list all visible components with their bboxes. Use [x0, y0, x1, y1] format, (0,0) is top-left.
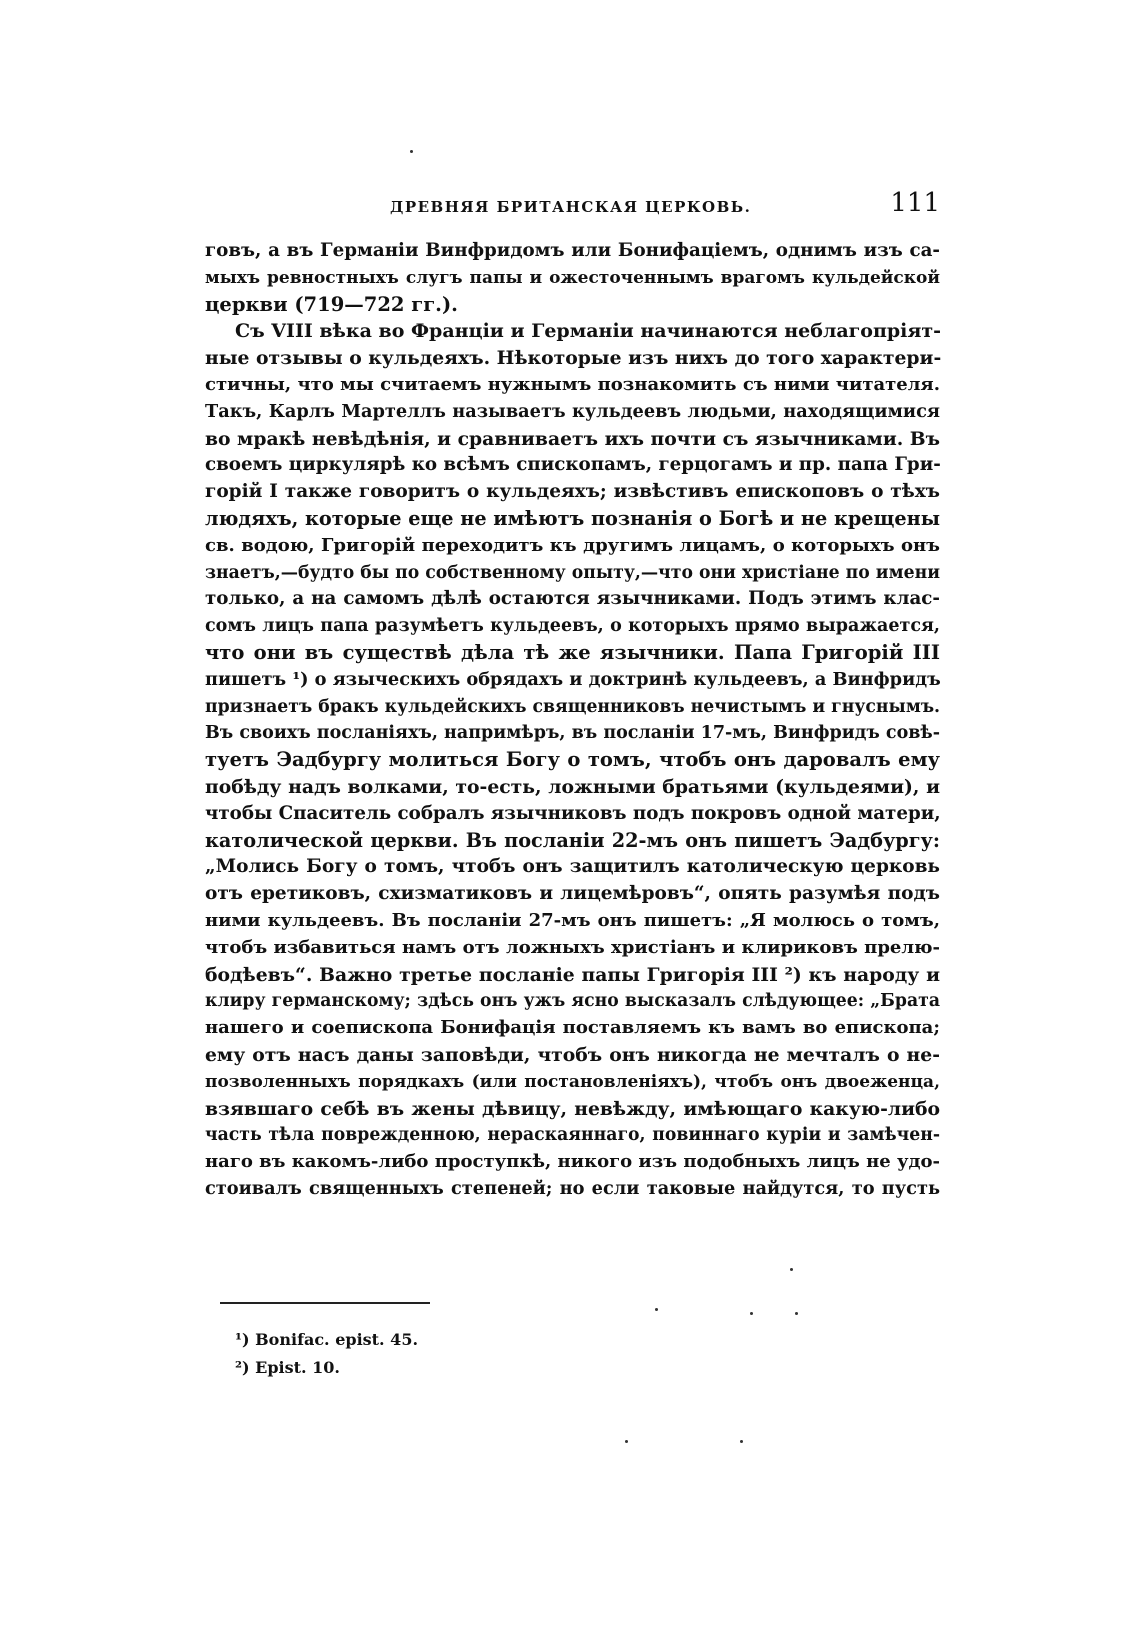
text-line: Такъ, Карлъ Мартеллъ называетъ кульдеевъ людьми, находящимися: [205, 400, 940, 422]
footnote-2: [235, 1354, 735, 1382]
scan-speck: [795, 1312, 798, 1315]
text-line: стоивалъ священныхъ степеней; но если таковые найдутся, то пусть: [205, 1177, 940, 1199]
text-line: побѣду надъ волками, то-есть, ложными братьями (кульдеями), и: [205, 775, 940, 798]
text-line: признаетъ бракъ кульдейскихъ священниковъ нечистымъ и гнуснымъ.: [205, 696, 941, 717]
text-line: Въ своихъ посланіяхъ, напримѣръ, въ посланіи 17-мъ, Винфридъ совѣ-: [205, 723, 940, 744]
text-line: ему отъ насъ даны заповѣди, чтобъ онъ никогда не мечталъ о не-: [205, 1043, 940, 1066]
text-line: своемъ циркулярѣ ко всѣмъ спископамъ, герцогамъ и пр. папа Гри-: [205, 454, 941, 476]
running-title: ДРЕВНЯЯ БРИТАНСКАЯ ЦЕРКОВЬ.: [390, 198, 752, 216]
text-line: позволенныхъ порядкахъ (или постановленіяхъ), чтобъ онъ двоеженца,: [205, 1071, 940, 1092]
text-line: мыхъ ревностныхъ слугъ папы и ожесточеннымъ врагомъ кульдейской: [205, 267, 940, 288]
text-line: св. водою, Григорій переходитъ къ другимъ лицамъ, о которыхъ онъ: [205, 534, 940, 556]
text-line: чтобы Спаситель собралъ язычниковъ подъ покровъ одной матери,: [205, 802, 941, 824]
text-line: во мракѣ невѣдѣнія, и сравниваетъ ихъ почти съ язычниками. Въ: [205, 427, 941, 450]
footnote-divider: [220, 1302, 430, 1304]
text-line: ные отзывы о кульдеяхъ. Нѣкоторые изъ нихъ до того характери-: [205, 347, 942, 370]
text-line: клиру германскому; здѣсь онъ ужъ ясно высказалъ слѣдующее: „Брата: [205, 991, 940, 1012]
text-line: нашего и соепископа Бонифація поставляемъ къ вамъ во епископа;: [205, 1017, 940, 1039]
scan-speck: [655, 1308, 658, 1311]
page-number: 111: [890, 188, 940, 218]
footnote-mark: ²): [235, 1358, 250, 1377]
text-line: отъ еретиковъ, схизматиковъ и лицемѣровъ“, опять разумѣя подъ: [205, 883, 940, 905]
scan-speck: [740, 1440, 743, 1443]
text-line: „Молись Богу о томъ, чтобъ онъ защитилъ католическую церковь: [205, 856, 940, 878]
body-text: [205, 238, 940, 1203]
text-line: сомъ лицъ папа разумѣетъ кульдеевъ, о которыхъ прямо выражается,: [205, 616, 940, 637]
footnotes: [235, 1326, 735, 1382]
text-line: наго въ какомъ-либо проступкѣ, никого изъ подобныхъ лицъ не удо-: [205, 1151, 940, 1173]
text-line: церкви (719—722 гг.).: [205, 292, 458, 316]
text-line: часть тѣла поврежденною, нераскаяннаго, повиннаго куріи и замѣчен-: [205, 1125, 940, 1146]
text-line: стичны, что мы считаемъ нужнымъ познакомить съ ними читателя.: [205, 373, 940, 395]
scan-speck: [790, 1268, 793, 1271]
scan-speck: [410, 150, 413, 153]
text-line: что они въ существѣ дѣла тѣ же язычники. Папа Григорій III: [205, 640, 940, 664]
text-line: туетъ Эадбургу молиться Богу о томъ, чтобъ онъ даровалъ ему: [205, 748, 940, 772]
text-line: знаетъ,—будто бы по собственному опыту,—что они христіане по имени: [205, 562, 940, 583]
text-line: взявшаго себѣ въ жены дѣвицу, невѣжду, имѣющаго какую-либо: [205, 1097, 940, 1120]
page-header: [205, 188, 940, 228]
text-line: людяхъ, которые еще не имѣютъ познанія о Богѣ и не крещены: [205, 506, 941, 530]
footnote-1: [235, 1326, 735, 1354]
text-line: католической церкви. Въ посланіи 22-мъ онъ пишетъ Эадбургу:: [205, 828, 940, 852]
text-line: ними кульдеевъ. Въ посланіи 27-мъ онъ пишетъ: „Я молюсь о томъ,: [205, 909, 940, 931]
text-line: бодѣевъ“. Важно третье посланіе папы Григорія III ²) къ народу и: [205, 963, 940, 986]
text-line: пишетъ ¹) о языческихъ обрядахъ и доктринѣ кульдеевъ, а Винфридъ: [205, 668, 941, 690]
text-line: только, а на самомъ дѣлѣ остаются язычниками. Подъ этимъ клас-: [205, 588, 940, 610]
footnote-mark: ¹): [235, 1330, 250, 1349]
footnote-text: Bonifac. epist. 45.: [255, 1330, 419, 1349]
text-line: чтобъ избавиться намъ отъ ложныхъ христіанъ и клириковъ прелю-: [205, 936, 940, 958]
scan-speck: [750, 1312, 753, 1315]
text-line: Съ VIII вѣка во Франціи и Германіи начинаются неблагопріят-: [235, 320, 942, 343]
footnote-text: Epist. 10.: [255, 1358, 340, 1377]
scan-speck: [625, 1440, 628, 1443]
text-line: говъ, а въ Германіи Винфридомъ или Бонифаціемъ, однимъ изъ са-: [205, 240, 940, 261]
text-line: горій I также говоритъ о кульдеяхъ; извѣстивъ епископовъ о тѣхъ: [205, 481, 940, 503]
